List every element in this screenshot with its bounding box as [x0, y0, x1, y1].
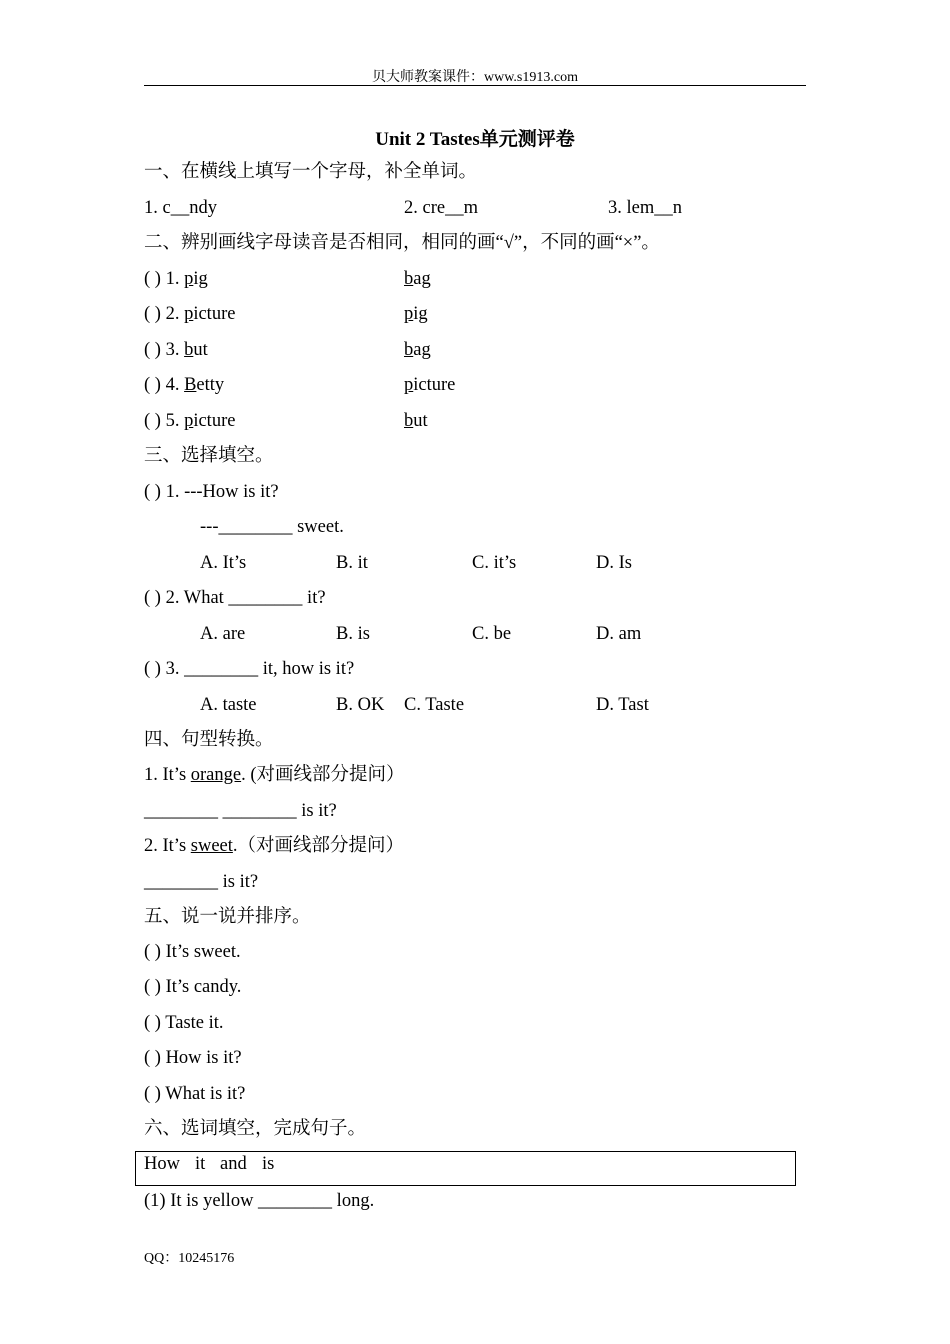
page-footer: QQ：10245176 [144, 1251, 235, 1266]
s6-q1: (1) It is yellow ________ long. [144, 1191, 375, 1211]
s2-row-3-word-2: bag [404, 340, 431, 360]
page-title: Unit 2 Tastes单元测评卷 [375, 129, 575, 150]
section-6-heading: 六、选词填空，完成句子。 [144, 1119, 367, 1139]
s1-item-1: 1. c__ndy [144, 198, 217, 218]
s2-row-1-word-2: bag [404, 269, 431, 289]
s3-q3-stem: ( ) 3. ________ it, how is it? [144, 659, 355, 679]
s2-row-5-word-1: ( ) 5. picture [144, 411, 236, 431]
s3-q3-option-b: B. OK [336, 695, 385, 715]
s4-q2-answer: ________ is it? [144, 872, 259, 892]
s5-item-4: ( ) How is it? [144, 1048, 242, 1068]
s3-q2-option-b: B. is [336, 624, 370, 644]
s2-row-4-word-2: picture [404, 375, 456, 395]
s3-q3-option-a: A. taste [200, 695, 257, 715]
s5-item-2: ( ) It’s candy. [144, 977, 242, 997]
page-header: 贝大师教案课件：www.s1913.com [372, 70, 578, 85]
s3-q1-option-d: D. Is [596, 553, 632, 573]
s3-q1-answer-line: ---________ sweet. [200, 517, 344, 537]
s2-row-5-word-2: but [404, 411, 428, 431]
s3-q3-option-d: D. Tast [596, 695, 649, 715]
s3-q2-option-a: A. are [200, 624, 246, 644]
s1-item-2: 2. cre__m [404, 198, 478, 218]
s3-q2-option-d: D. am [596, 624, 642, 644]
s2-row-4-word-1: ( ) 4. Betty [144, 375, 225, 395]
section-2-heading: 二、辨别画线字母读音是否相同，相同的画“√”，不同的画“×”。 [144, 233, 660, 253]
word-bank-word-3: and [220, 1154, 247, 1174]
s5-item-1: ( ) It’s sweet. [144, 942, 241, 962]
header-divider [144, 85, 806, 86]
section-4-heading: 四、句型转换。 [144, 730, 274, 750]
s3-q1-option-c: C. it’s [472, 553, 517, 573]
s2-row-2-word-1: ( ) 2. picture [144, 304, 236, 324]
s3-q1-stem: ( ) 1. ---How is it? [144, 482, 279, 502]
s4-q1-answer: ________ ________ is it? [144, 801, 337, 821]
s4-q2: 2. It’s sweet.（对画线部分提问） [144, 836, 405, 856]
s3-q1-option-a: A. It’s [200, 553, 247, 573]
s3-q3-option-c: C. Taste [404, 695, 465, 715]
word-bank-box [135, 1151, 796, 1186]
s3-q1-option-b: B. it [336, 553, 368, 573]
s3-q2-option-c: C. be [472, 624, 512, 644]
s1-item-3: 3. lem__n [608, 198, 682, 218]
s3-q2-stem: ( ) 2. What ________ it? [144, 588, 326, 608]
section-5-heading: 五、说一说并排序。 [144, 907, 311, 927]
section-1-heading: 一、在横线上填写一个字母，补全单词。 [144, 162, 478, 182]
s2-row-1-word-1: ( ) 1. pig [144, 269, 208, 289]
section-3-heading: 三、选择填空。 [144, 446, 274, 466]
word-bank-word-1: How [144, 1154, 180, 1174]
s2-row-2-word-2: pig [404, 304, 428, 324]
s2-row-3-word-1: ( ) 3. but [144, 340, 208, 360]
s5-item-5: ( ) What is it? [144, 1084, 246, 1104]
word-bank-word-2: it [195, 1154, 206, 1174]
s4-q1: 1. It’s orange. (对画线部分提问） [144, 765, 405, 785]
s5-item-3: ( ) Taste it. [144, 1013, 224, 1033]
word-bank-word-4: is [262, 1154, 275, 1174]
